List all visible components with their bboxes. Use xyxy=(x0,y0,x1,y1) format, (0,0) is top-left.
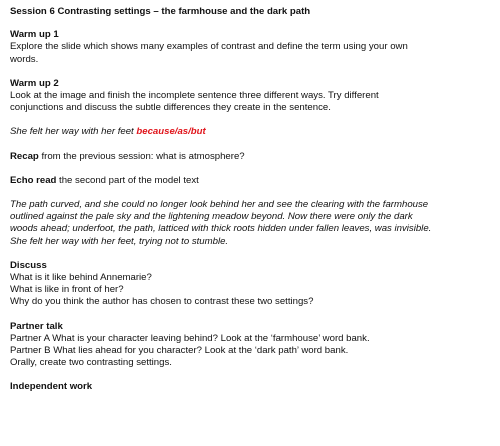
recap-lead: Recap xyxy=(10,150,39,162)
model-text-line: outlined against the pale sky and the lightening meadow beyond. Now there were only the dark xyxy=(10,211,413,223)
model-text-line: The path curved, and she could no longer look behind her and see the clearing with the farmhouse xyxy=(10,199,429,211)
discuss-heading: Discuss xyxy=(10,259,47,271)
incomplete-sentence-text: She felt her way with her feet xyxy=(10,126,137,138)
recap-line xyxy=(10,151,492,163)
echo-read-lead: Echo read xyxy=(10,174,57,186)
echo-read-text: the second part of the model text xyxy=(56,174,199,186)
warmup-2-line-1: Look at the image and finish the incomplete sentence three different ways. Try different xyxy=(10,90,379,102)
echo-read-line xyxy=(10,175,492,187)
discuss-question: What is like in front of her? xyxy=(10,284,124,296)
discuss-question: What is it like behind Annemarie? xyxy=(10,272,152,284)
conjunction-options: because/as/but xyxy=(136,126,206,138)
partner-talk-item: Partner A What is your character leaving behind? Look at the ‘farmhouse’ word bank. xyxy=(10,332,370,344)
warmup-2-heading: Warm up 2 xyxy=(10,77,59,89)
incomplete-sentence xyxy=(10,126,492,138)
session-title: Session 6 Contrasting settings – the farmhouse and the dark path xyxy=(10,6,311,17)
warmup-1-line-2: words. xyxy=(10,53,39,65)
warmup-2-line-2: conjunctions and discuss the subtle differences they create in the sentence. xyxy=(10,102,331,114)
independent-work-heading: Independent work xyxy=(10,381,93,393)
warmup-1-line-1: Explore the slide which shows many examples of contrast and define the term using your own xyxy=(10,41,408,53)
discuss-question: Why do you think the author has chosen to contrast these two settings? xyxy=(10,296,314,308)
partner-talk-item: Orally, create two contrasting settings. xyxy=(10,357,172,369)
warmup-1-heading: Warm up 1 xyxy=(10,29,59,41)
partner-talk-heading: Partner talk xyxy=(10,320,63,332)
model-text xyxy=(10,199,492,248)
recap-text: from the previous session: what is atmosphere? xyxy=(38,150,245,162)
partner-talk-item: Partner B What lies ahead for you character? Look at the ‘dark path’ word bank. xyxy=(10,345,349,357)
lesson-plan-document xyxy=(10,6,492,394)
model-text-line: She felt her way with her feet, trying not to stumble. xyxy=(10,235,229,247)
model-text-line: woods ahead; underfoot, the path, latticed with thick roots hidden under fallen leaves, was invisible. xyxy=(10,223,432,235)
